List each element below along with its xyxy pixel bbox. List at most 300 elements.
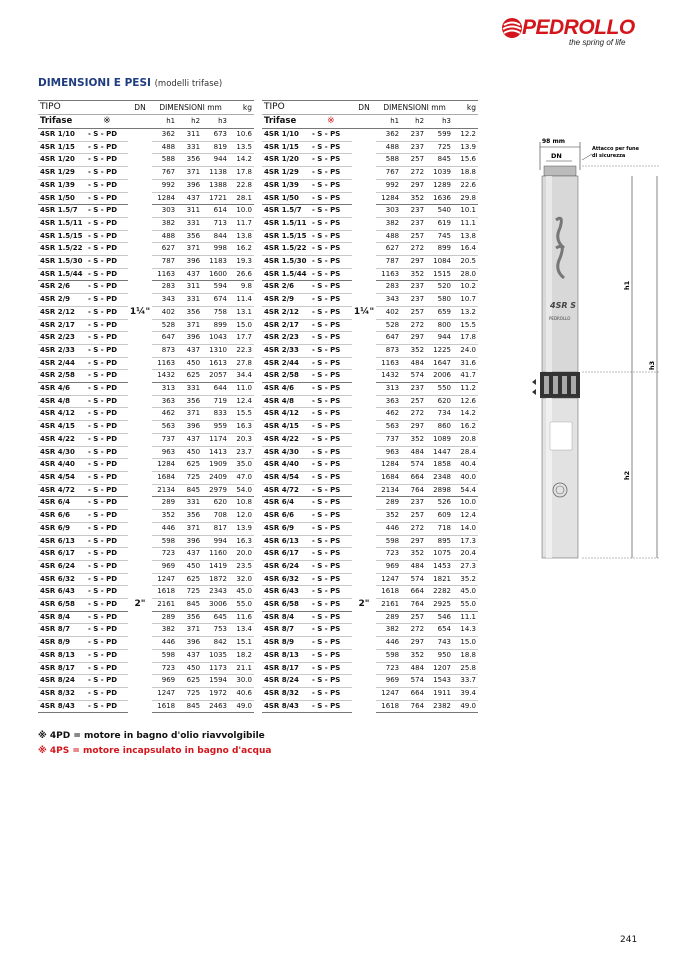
h3-cell: 546 [426,611,453,624]
table-row [38,446,254,459]
model-cell: 4SR 2/33 [262,344,310,357]
model-cell: 4SR 6/13 [38,535,86,548]
h3-cell: 895 [426,535,453,548]
table-row [262,522,478,535]
suffix-cell: - S - PS [310,141,352,154]
model-cell: 4SR 1.5/11 [262,217,310,230]
model-cell: 4SR 1/20 [262,154,310,167]
table-row [38,687,254,700]
kg-cell: 49.0 [229,700,254,713]
kg-cell: 13.4 [229,624,254,637]
suffix-cell: - S - PS [310,167,352,180]
h1-cell: 873 [376,344,401,357]
model-cell: 4SR 1.5/11 [38,217,86,230]
table-header-row [262,101,478,115]
kg-cell: 25.8 [453,662,478,675]
model-cell: 4SR 4/6 [262,383,310,396]
h3-label: h3 [648,360,656,370]
header-dn: DN [352,101,376,115]
kg-cell: 22.6 [453,179,478,192]
suffix-cell: - S - PD [86,408,128,421]
dn-cell [128,383,152,396]
suffix-cell: - S - PD [86,129,128,142]
kg-cell: 24.0 [453,344,478,357]
h3-cell: 998 [202,243,229,256]
h3-cell: 1035 [202,649,229,662]
header-h3: h3 [202,115,229,129]
h2-cell: 352 [401,649,426,662]
h3-cell: 2057 [202,370,229,383]
h1-cell: 723 [152,548,177,561]
kg-cell: 18.2 [229,649,254,662]
model-cell: 4SR 1/50 [38,192,86,205]
header-kg: kg [453,101,478,115]
kg-cell: 41.7 [453,370,478,383]
dn-cell [128,700,152,713]
h1-cell: 1284 [376,192,401,205]
h1-cell: 2134 [376,484,401,497]
h1-label: h1 [623,280,631,290]
table-row [38,675,254,688]
suffix-cell: - S - PD [86,281,128,294]
h3-cell: 1447 [426,446,453,459]
h3-cell: 3006 [202,599,229,612]
header-h1: h1 [376,115,401,129]
kg-cell: 40.0 [453,471,478,484]
suffix-cell: - S - PS [310,548,352,561]
suffix-cell: - S - PS [310,319,352,332]
kg-cell: 20.4 [453,548,478,561]
dn-cell [128,256,152,269]
table-row [38,370,254,383]
table-row [38,408,254,421]
h3-cell: 1289 [426,179,453,192]
h3-cell: 1388 [202,179,229,192]
model-cell: 4SR 2/17 [262,319,310,332]
kg-cell: 11.6 [229,611,254,624]
h1-cell: 873 [152,344,177,357]
h3-cell: 819 [202,141,229,154]
dn-cell [352,510,376,523]
brand-name: PEDROLLO [522,16,635,39]
h1-cell: 627 [376,243,401,256]
h1-cell: 289 [152,497,177,510]
h2-cell: 352 [401,268,426,281]
suffix-cell: - S - PS [310,484,352,497]
h3-cell: 959 [202,421,229,434]
h2-cell: 272 [401,243,426,256]
h3-cell: 620 [426,395,453,408]
suffix-cell: - S - PS [310,281,352,294]
dn-cell [128,687,152,700]
h3-cell: 1183 [202,256,229,269]
kg-cell: 20.3 [229,433,254,446]
dn-cell [352,230,376,243]
table-row [262,129,478,142]
h3-cell: 594 [202,281,229,294]
model-cell: 4SR 8/24 [38,675,86,688]
table-row [38,217,254,230]
suffix-cell: - S - PS [310,408,352,421]
dn-cell [128,421,152,434]
suffix-cell: - S - PD [86,230,128,243]
h1-cell: 1684 [152,471,177,484]
h1-cell: 382 [152,217,177,230]
suffix-cell: - S - PD [86,573,128,586]
dn-cell [352,573,376,586]
kg-cell: 10.6 [229,129,254,142]
suffix-cell: - S - PD [86,510,128,523]
dn-cell: 1¼" [129,306,151,317]
kg-cell: 12.4 [453,510,478,523]
h1-cell: 969 [152,675,177,688]
h2-cell: 356 [177,510,202,523]
suffix-cell: - S - PS [310,217,352,230]
h1-cell: 462 [376,408,401,421]
h2-cell: 297 [401,332,426,345]
h1-cell: 1284 [152,192,177,205]
kg-cell: 14.0 [453,522,478,535]
kg-cell: 15.6 [453,154,478,167]
model-cell: 4SR 1.5/7 [38,205,86,218]
h2-cell: 437 [177,548,202,561]
kg-cell: 18.8 [453,167,478,180]
suffix-cell: - S - PS [310,383,352,396]
kg-cell: 40.4 [453,459,478,472]
footnotes [38,731,271,761]
h3-cell: 725 [426,141,453,154]
model-cell: 4SR 8/4 [262,611,310,624]
h1-cell: 992 [152,179,177,192]
kg-cell: 28.4 [453,446,478,459]
table-row [262,459,478,472]
model-cell: 4SR 8/7 [262,624,310,637]
h2-cell: 396 [177,179,202,192]
header-h3: h3 [426,115,453,129]
dn-cell [352,497,376,510]
kg-cell: 22.3 [229,344,254,357]
table-row [262,281,478,294]
table-row [38,662,254,675]
model-cell: 4SR 4/40 [262,459,310,472]
h3-cell: 599 [426,129,453,142]
model-cell: 4SR 8/43 [262,700,310,713]
suffix-cell: - S - PS [310,395,352,408]
model-cell: 4SR 6/6 [262,510,310,523]
h2-cell: 331 [177,497,202,510]
h1-cell: 303 [376,205,401,218]
suffix-cell: - S - PD [86,370,128,383]
table-row [262,687,478,700]
h2-cell: 371 [177,243,202,256]
kg-cell: 27.8 [229,357,254,370]
dn-cell [128,459,152,472]
model-cell: 4SR 4/22 [262,433,310,446]
h3-cell: 1972 [202,687,229,700]
h2-cell: 356 [177,306,202,319]
suffix-cell: - S - PS [310,243,352,256]
suffix-cell: - S - PD [86,649,128,662]
dn-cell [128,243,152,256]
h3-cell: 2979 [202,484,229,497]
table-row [38,484,254,497]
model-cell: 4SR 8/32 [38,687,86,700]
h2-cell: 574 [401,459,426,472]
h2-cell: 574 [401,370,426,383]
suffix-cell: - S - PD [86,256,128,269]
kg-cell: 35.2 [453,573,478,586]
model-cell: 4SR 6/9 [38,522,86,535]
kg-cell: 33.7 [453,675,478,688]
header-tipo: TIPO [38,101,86,115]
model-cell: 4SR 1.5/22 [38,243,86,256]
dn-cell [352,344,376,357]
h2-cell: 725 [177,687,202,700]
dn-cell [128,129,152,142]
kg-cell: 12.6 [453,395,478,408]
table-row [38,637,254,650]
h2-cell: 237 [401,281,426,294]
h3-cell: 1174 [202,433,229,446]
h2-cell: 450 [177,560,202,573]
dn-cell [128,497,152,510]
kg-cell: 10.1 [453,205,478,218]
dn-cell [352,179,376,192]
model-cell: 4SR 6/4 [38,497,86,510]
model-cell: 4SR 2/58 [38,370,86,383]
kg-cell: 12.4 [229,395,254,408]
page-title [38,77,222,89]
table-row [38,421,254,434]
h2-cell: 484 [401,662,426,675]
suffix-cell: - S - PS [310,662,352,675]
h1-cell: 737 [152,433,177,446]
dn-cell [128,154,152,167]
h3-cell: 674 [202,294,229,307]
dn-cell [352,357,376,370]
dn-cell [352,243,376,256]
h2-cell: 272 [401,522,426,535]
dn-cell [352,192,376,205]
dn-cell [352,395,376,408]
h1-cell: 488 [152,141,177,154]
dn-cell [352,535,376,548]
model-cell: 4SR 4/40 [38,459,86,472]
dn-cell [128,662,152,675]
h1-cell: 488 [152,230,177,243]
dn-cell [128,141,152,154]
table-row [262,268,478,281]
h3-cell: 944 [426,332,453,345]
model-cell: 4SR 2/6 [38,281,86,294]
dn-cell [352,637,376,650]
table-row [38,205,254,218]
h2-cell: 396 [177,637,202,650]
kg-cell: 13.9 [453,141,478,154]
suffix-cell: - S - PD [86,497,128,510]
h3-cell: 845 [426,154,453,167]
h1-cell: 1163 [152,268,177,281]
dn-cell [128,624,152,637]
model-cell: 4SR 2/23 [262,332,310,345]
h1-cell: 723 [376,662,401,675]
model-cell: 4SR 6/58 [262,599,310,612]
pd-mark: ※ [86,115,128,129]
suffix-cell: - S - PD [86,700,128,713]
model-cell: 4SR 6/24 [38,560,86,573]
dn-cell [352,548,376,561]
suffix-cell: - S - PD [86,637,128,650]
motor-plate [550,422,572,450]
kg-cell: 11.7 [229,217,254,230]
h3-cell: 2925 [426,599,453,612]
suffix-cell: - S - PS [310,649,352,662]
h2-cell: 297 [401,421,426,434]
h3-cell: 800 [426,319,453,332]
kg-cell: 17.7 [229,332,254,345]
model-cell: 4SR 1/50 [262,192,310,205]
h1-cell: 382 [152,624,177,637]
h2-cell: 237 [401,205,426,218]
suffix-cell: - S - PS [310,268,352,281]
table-row [38,649,254,662]
page-title-text: DIMENSIONI E PESI [38,77,151,89]
suffix-cell: - S - PS [310,497,352,510]
dn-cell [352,167,376,180]
h3-cell: 2343 [202,586,229,599]
table-row [262,548,478,561]
model-cell: 4SR 8/13 [38,649,86,662]
h2-cell: 484 [401,357,426,370]
h3-cell: 520 [426,281,453,294]
h2-cell: 437 [177,268,202,281]
dn-cell [128,192,152,205]
h2-cell: 297 [401,256,426,269]
model-cell: 4SR 4/30 [262,446,310,459]
h2-cell: 331 [177,383,202,396]
h2-cell: 356 [177,395,202,408]
h3-cell: 899 [202,319,229,332]
model-cell: 4SR 1/39 [262,179,310,192]
model-cell: 4SR 4/72 [262,484,310,497]
h1-cell: 313 [376,383,401,396]
h1-cell: 1247 [376,687,401,700]
suffix-cell: - S - PD [86,179,128,192]
kg-cell: 11.1 [453,217,478,230]
h2-cell: 352 [401,192,426,205]
h2-cell: 272 [401,319,426,332]
kg-cell: 27.3 [453,560,478,573]
table-row [262,471,478,484]
h2-cell: 237 [401,141,426,154]
h1-cell: 283 [376,281,401,294]
suffix-cell: - S - PS [310,510,352,523]
table-row [38,624,254,637]
h3-cell: 745 [426,230,453,243]
suffix-cell: - S - PD [86,446,128,459]
h1-cell: 598 [152,535,177,548]
table-row [38,357,254,370]
dn-cell [128,586,152,599]
kg-cell: 10.2 [453,281,478,294]
kg-cell: 40.6 [229,687,254,700]
h2-cell: 257 [401,230,426,243]
kg-cell: 11.1 [453,611,478,624]
dn-cell [352,471,376,484]
table-row [262,395,478,408]
h3-cell: 1160 [202,548,229,561]
dn-cell [128,281,152,294]
kg-cell: 47.0 [229,471,254,484]
dn-cell: 2" [134,599,146,610]
dn-cell [352,205,376,218]
h1-cell: 528 [152,319,177,332]
h1-cell: 1247 [376,573,401,586]
h2-cell: 311 [177,281,202,294]
table-row [262,484,478,497]
h2-cell: 272 [401,408,426,421]
h3-cell: 817 [202,522,229,535]
h1-cell: 289 [376,497,401,510]
h2-cell: 272 [401,167,426,180]
h2-cell: 352 [401,433,426,446]
model-cell: 4SR 1/10 [38,129,86,142]
model-cell: 4SR 8/4 [38,611,86,624]
kg-cell: 17.8 [453,332,478,345]
h2-cell: 845 [177,599,202,612]
model-cell: 4SR 8/17 [262,662,310,675]
suffix-cell: - S - PD [86,421,128,434]
suffix-cell: - S - PD [86,141,128,154]
kg-cell: 10.8 [229,497,254,510]
h2-cell: 450 [177,357,202,370]
suffix-cell: - S - PD [86,243,128,256]
dn-cell [128,357,152,370]
h1-cell: 963 [152,446,177,459]
suffix-cell: - S - PS [310,344,352,357]
kg-cell: 31.6 [453,357,478,370]
dn-cell [352,383,376,396]
dn-cell [128,268,152,281]
kg-cell: 16.3 [229,421,254,434]
h1-cell: 1432 [376,370,401,383]
dn-cell [128,395,152,408]
model-cell: 4SR 6/43 [38,586,86,599]
h1-cell: 1247 [152,687,177,700]
kg-cell: 12.2 [453,129,478,142]
h3-cell: 719 [202,395,229,408]
dn-cell [128,637,152,650]
table-row [262,433,478,446]
table-row [38,510,254,523]
dn-cell [128,560,152,573]
kg-cell: 13.9 [229,522,254,535]
kg-cell: 29.8 [453,192,478,205]
h1-cell: 382 [376,217,401,230]
h1-cell: 363 [376,395,401,408]
h2-label: h2 [623,470,631,480]
suffix-cell: - S - PS [310,421,352,434]
h2-cell: 725 [177,471,202,484]
model-cell: 4SR 2/17 [38,319,86,332]
h2-cell: 331 [177,217,202,230]
table-row [38,179,254,192]
h2-cell: 297 [401,179,426,192]
model-cell: 4SR 6/32 [262,573,310,586]
h3-cell: 673 [202,129,229,142]
table-row [38,167,254,180]
model-cell: 4SR 2/23 [38,332,86,345]
